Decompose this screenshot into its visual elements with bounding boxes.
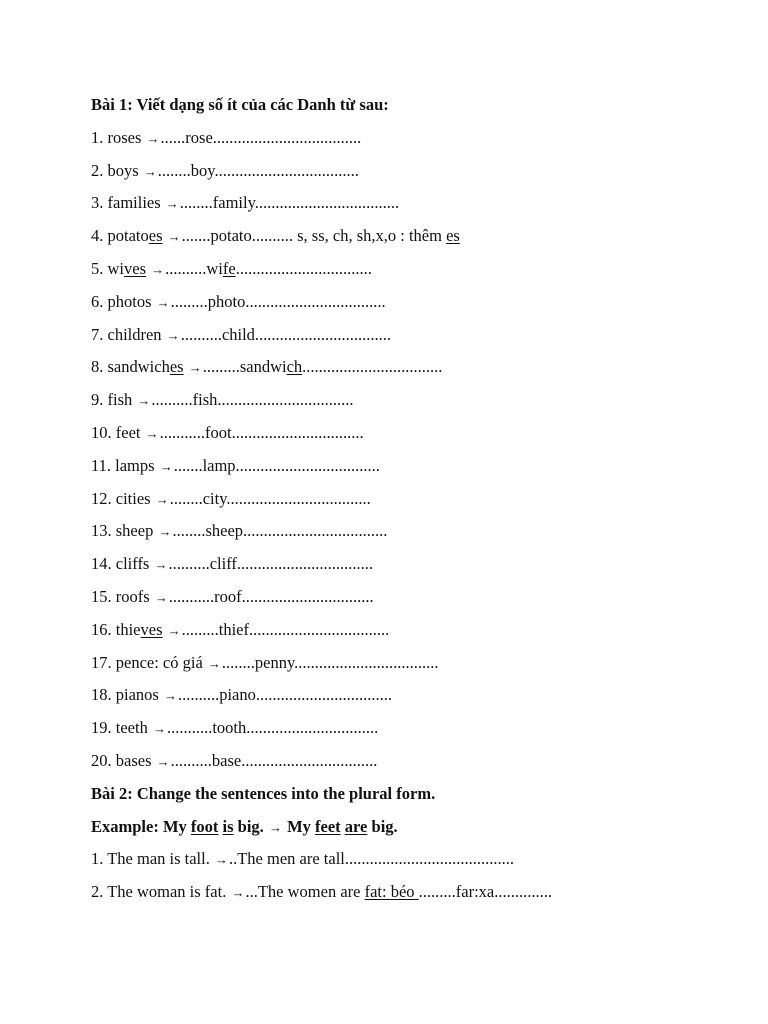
exercise1-item <box>91 552 751 585</box>
underlined-text: es <box>169 357 184 377</box>
line-text: ......rose.................................... <box>160 127 362 147</box>
line-text: 13. sheep <box>91 521 158 541</box>
exercise1-item <box>91 683 751 716</box>
exercise1-item <box>91 355 751 388</box>
arrow-icon: → <box>155 491 169 507</box>
line-text: 7. children <box>91 324 166 344</box>
line-text: .........far:xa.............. <box>418 882 553 902</box>
underlined-text: fat: béo <box>364 882 419 902</box>
line-text: 12. cities <box>91 488 155 508</box>
exercise2-example <box>91 815 751 848</box>
line-text: ...The women are <box>245 882 365 902</box>
arrow-icon: → <box>214 852 228 868</box>
underlined-text: are <box>344 816 368 836</box>
line-text: 15. roofs <box>91 586 154 606</box>
arrow-icon: → <box>188 360 202 376</box>
arrow-icon: → <box>158 524 172 540</box>
line-text: .........thief.................................. <box>181 619 390 639</box>
line-text: ................................. <box>235 258 372 278</box>
line-text: 1. roses <box>91 127 146 147</box>
line-text: ...........tooth................................ <box>166 718 379 738</box>
line-text: .........photo.................................. <box>170 291 386 311</box>
line-text: .........sandwi <box>202 357 287 377</box>
exercise1-item <box>91 716 751 749</box>
line-text <box>163 226 167 245</box>
exercise1-item <box>91 126 751 159</box>
exercise1-item <box>91 487 751 520</box>
line-text: 16. thie <box>91 619 141 639</box>
underlined-text: es <box>148 226 163 246</box>
line-text: ..........fish................................. <box>151 390 354 410</box>
exercise1-item <box>91 191 751 224</box>
line-text: ..The men are tall......................................... <box>228 849 514 869</box>
exercise1-item <box>91 749 751 782</box>
exercise1-list <box>91 126 751 782</box>
arrow-icon: → <box>154 557 168 573</box>
line-text: 5. wi <box>91 258 124 278</box>
exercise1-item <box>91 519 751 552</box>
line-text: 10. feet <box>91 422 145 442</box>
line-text: ...........roof................................ <box>168 586 374 606</box>
arrow-icon: → <box>146 130 160 146</box>
arrow-icon: → <box>137 393 151 409</box>
line-text: .......lamp................................... <box>173 455 380 475</box>
line-text: 11. lamps <box>91 455 159 475</box>
exercise2-heading: Bài 2: Change the sentences into the plural form. <box>91 783 436 803</box>
underlined-text: ves <box>124 258 146 278</box>
line-text: .......potato.......... s, ss, ch, sh,x,o : thêm <box>181 226 447 246</box>
line-text: ..........piano................................. <box>177 685 393 705</box>
line-text: ........penny................................... <box>221 652 439 672</box>
line-text: ........boy................................... <box>157 160 359 180</box>
arrow-icon: → <box>156 753 170 769</box>
line-text: .................................. <box>302 357 443 377</box>
line-text: ........sheep................................... <box>172 521 388 541</box>
exercise1-item <box>91 421 751 454</box>
line-text <box>163 620 167 639</box>
arrow-icon: → <box>166 327 180 343</box>
line-text: 1. The man is tall. <box>91 849 214 869</box>
underlined-text: fe <box>222 258 236 278</box>
line-text: big. <box>233 816 268 836</box>
exercise1-item <box>91 159 751 192</box>
line-text: ..........child................................. <box>180 324 392 344</box>
arrow-icon: → <box>231 885 245 901</box>
line-text: 9. fish <box>91 390 137 410</box>
line-text: ........family................................... <box>179 193 400 213</box>
arrow-icon: → <box>151 261 165 277</box>
line-text: 3. families <box>91 193 165 213</box>
arrow-icon: → <box>207 655 221 671</box>
line-text: 4. potato <box>91 226 149 246</box>
arrow-icon: → <box>156 294 170 310</box>
exercise2-item <box>91 847 751 880</box>
exercise1-item <box>91 618 751 651</box>
line-text <box>146 259 150 278</box>
arrow-icon: → <box>145 425 159 441</box>
line-text: 19. teeth <box>91 718 152 738</box>
line-text: My <box>282 816 316 836</box>
underlined-text: ves <box>140 619 163 639</box>
line-text: 8. sandwich <box>91 357 170 377</box>
line-text: 17. pence: có giá <box>91 652 207 672</box>
arrow-icon: → <box>152 721 166 737</box>
arrow-icon: → <box>165 196 179 212</box>
underlined-text: foot <box>190 816 219 836</box>
exercise1-item <box>91 224 751 257</box>
line-text: ..........cliff................................. <box>168 554 374 574</box>
worksheet <box>91 93 751 913</box>
line-text: 2. boys <box>91 160 143 180</box>
arrow-icon: → <box>167 622 181 638</box>
exercise1-heading: Bài 1: Viết dạng số ít của các Danh từ sau: <box>91 95 389 114</box>
exercise1-item <box>91 290 751 323</box>
underlined-text: is <box>222 816 234 836</box>
exercise1-item <box>91 257 751 290</box>
line-text: ........city................................... <box>169 488 371 508</box>
line-text: ..........wi <box>165 258 223 278</box>
exercise2-list <box>91 847 751 913</box>
arrow-icon: → <box>159 458 173 474</box>
exercise1-item <box>91 388 751 421</box>
line-text: 6. photos <box>91 291 156 311</box>
arrow-icon: → <box>154 589 168 605</box>
exercise1-item <box>91 651 751 684</box>
arrow-icon: → <box>143 163 157 179</box>
line-text: 2. The woman is fat. <box>91 882 231 902</box>
line-text: 18. pianos <box>91 685 163 705</box>
line-text <box>184 357 188 376</box>
line-text: Example: My <box>91 816 191 836</box>
arrow-icon: → <box>268 819 282 835</box>
exercise1-item <box>91 454 751 487</box>
exercise1-item <box>91 323 751 356</box>
underlined-text: es <box>446 226 460 246</box>
underlined-text: ch <box>286 357 303 377</box>
line-text: 20. bases <box>91 750 156 770</box>
line-text: ..........base................................. <box>170 750 378 770</box>
exercise1-item <box>91 585 751 618</box>
arrow-icon: → <box>163 688 177 704</box>
line-text: ...........foot................................ <box>159 422 364 442</box>
arrow-icon: → <box>167 229 181 245</box>
line-text: big. <box>367 816 398 836</box>
line-text: 14. cliffs <box>91 554 154 574</box>
exercise2-item <box>91 880 751 913</box>
underlined-text: feet <box>315 816 341 836</box>
